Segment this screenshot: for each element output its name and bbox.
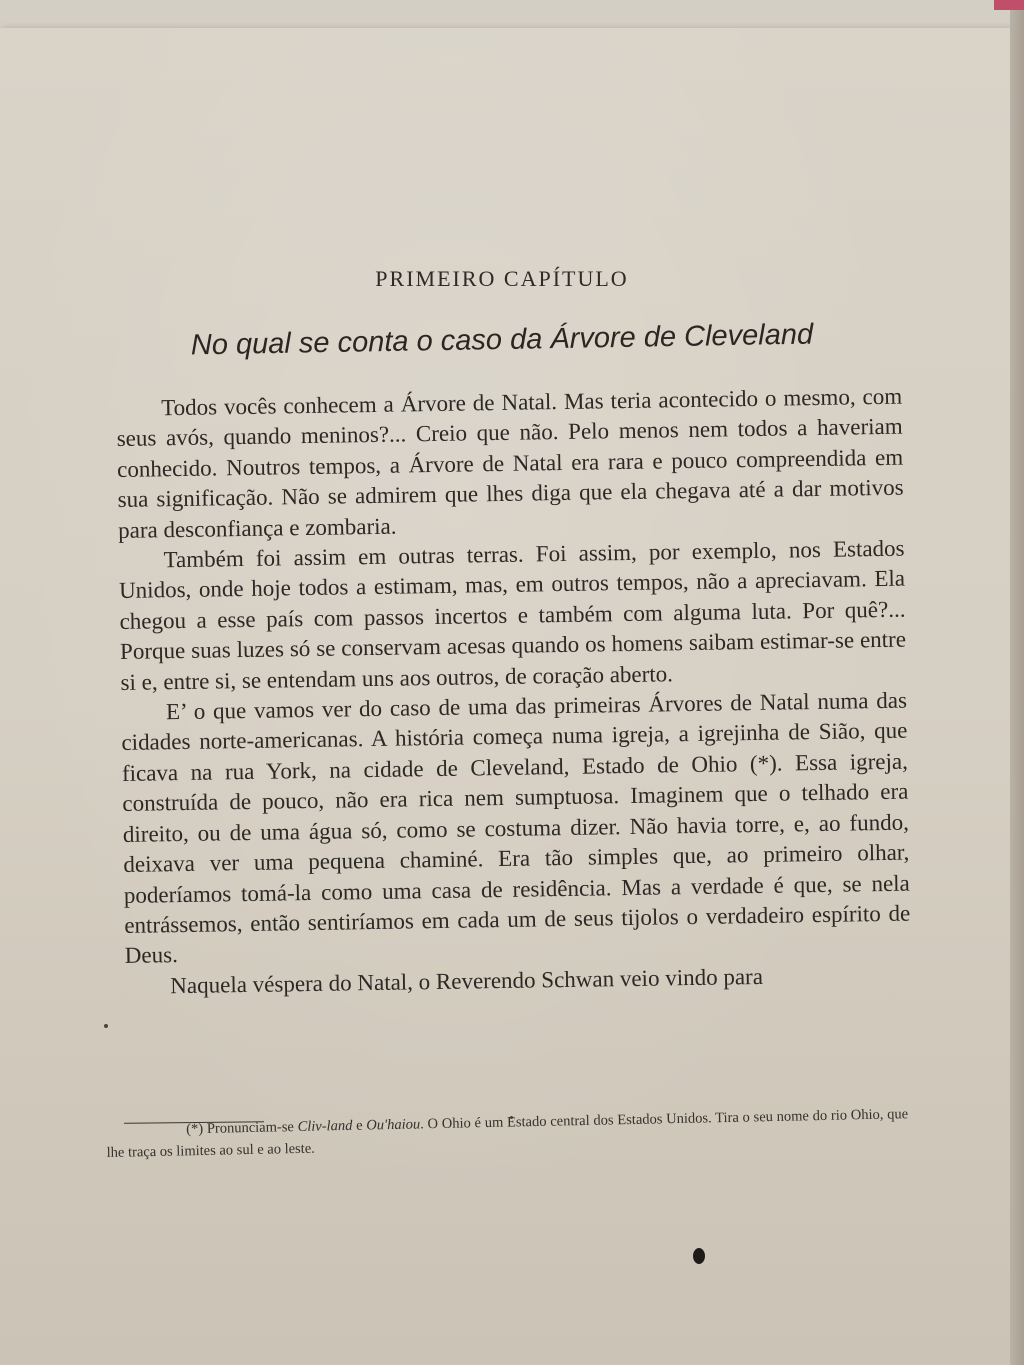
paragraph: Também foi assim em outras terras. Foi assim, por exemplo, nos Estados Unidos, onde hoje todos a estimam, mas, em outros tempos, não a apreciavam. Ela chegou a esse país com passos incertos e também com alguma luta. Por quê?... Porque suas luzes só se conservam acesas quando os homens saibam estimar-se entre si e, entre si, se entendam uns aos outros, de coração aberto.	[118, 535, 907, 695]
book-spine	[1010, 0, 1024, 1365]
paragraph: Naquela véspera do Natal, o Reverendo Schwan veio vindo para	[170, 963, 764, 998]
book-page	[0, 28, 1010, 1365]
chapter-heading: PRIMEIRO CAPÍTULO	[375, 266, 629, 291]
footnote-term: Ou'haiou	[366, 1116, 421, 1134]
ink-blot	[693, 1248, 705, 1264]
paragraph: E’ o que vamos ver do caso de uma das primeiras Árvores de Natal numa das cidades norte-americanas. A história começa numa igreja, a igrejinha de Sião, que ficava na rua York, na cidade de Cleveland, Estado de Ohio (*). Essa igreja, construída de pouco, não era rica nem sumptuosa. Imaginem que o telhado era direito, ou de uma água só, como se costuma dizer. Não havia torre, e, ao fundo, deixava ver uma pequena chaminé. Era tão simples que, ao primeiro olhar, poderíamos tomá-la como uma casa de residência. Mas a verdade é que, se nela entrássemos, então sentiríamos em cada um de seus tijolos o verdadeiro espírito de Deus.	[121, 687, 911, 969]
paragraph: Todos vocês conhecem a Árvore de Natal. Mas teria acontecido o mesmo, com seus avós, quando meninos?... Creio que não. Pelo menos nem todos a haveriam conhecido. Noutros tempos, a Árvore de Natal era rara e pouco compreendida em sua significação. Não se admirem que lhes diga que ela chegava até a dar motivos para desconfiança e zombaria.	[116, 383, 904, 543]
footnote	[106, 1103, 909, 1164]
ink-speck	[104, 1024, 108, 1028]
body-text	[116, 382, 911, 1002]
footnote-marker: (*) Pronunciam-se	[186, 1119, 295, 1138]
footnote-text: . O Ohio é um Estado central dos Estados Unidos. Tira o seu nome do rio Ohio, que lhe traça os limites ao sul e ao leste.	[106, 1106, 909, 1161]
cover-edge	[994, 0, 1024, 10]
footnote-term: Cliv-land	[297, 1117, 353, 1135]
footnote-connector: e	[355, 1117, 363, 1134]
chapter-subtitle: No qual se conta o caso da Árvore de Cleveland	[190, 318, 814, 362]
